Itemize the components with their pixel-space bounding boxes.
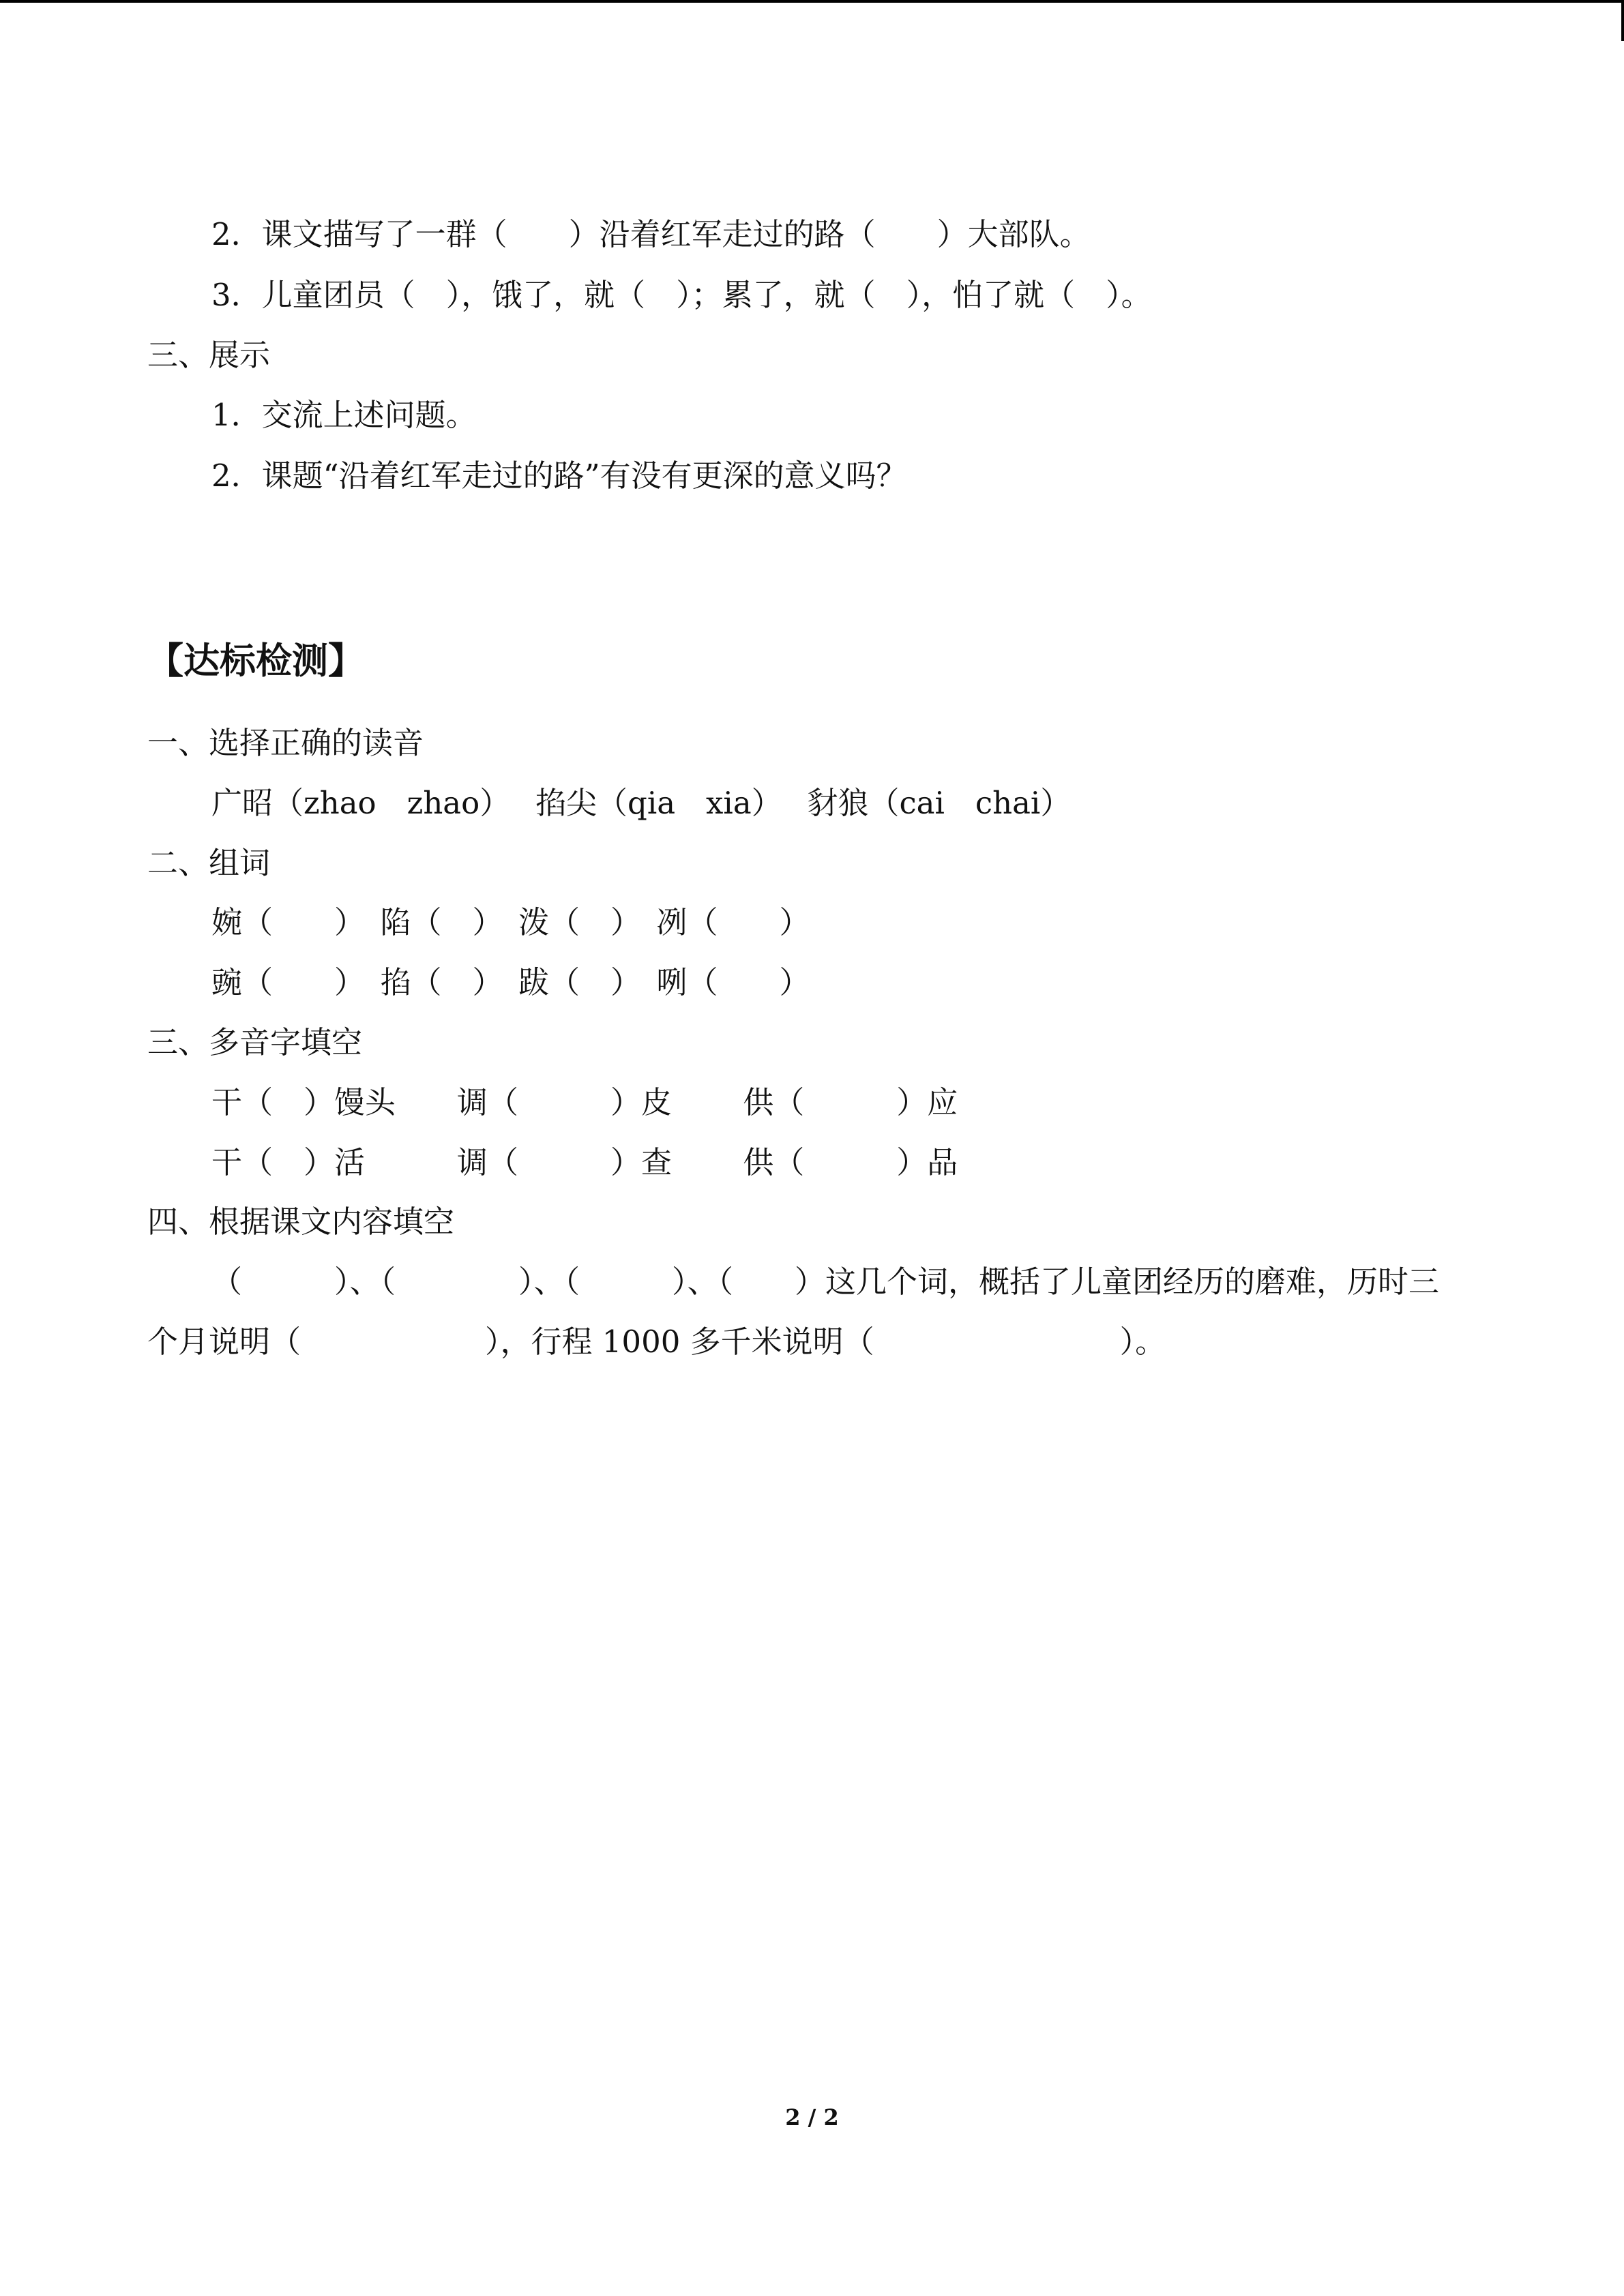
- test-part-2-row-1: 婉（ ） 陷（ ） 泼（ ） 冽（ ）: [211, 904, 810, 940]
- test-part-4-line-1: （ ）、（ ）、（ ）、（ ）这几个词，概括了儿童团经历的磨难，历时三: [211, 1264, 1440, 1300]
- test-part-4-title: 四、根据课文内容填空: [147, 1204, 455, 1240]
- question-3: 3．儿童团员（ ），饿了，就（ ）；累了，就（ ），怕了就（ ）。: [211, 277, 1152, 313]
- test-part-3-row-1: 干（ ）馒头 调（ ）皮 供（ ）应: [211, 1084, 958, 1120]
- test-part-3-row-2: 干（ ）活 调（ ）查 供（ ）品: [211, 1144, 958, 1180]
- assessment-heading: 【达标检测】: [147, 640, 364, 682]
- test-part-2-title: 二、组词: [147, 845, 271, 881]
- test-part-1-title: 一、选择正确的读音: [147, 725, 424, 761]
- test-part-2-row-2: 豌（ ） 掐（ ） 跋（ ） 咧（ ）: [211, 964, 810, 1000]
- section-3-item-2: 2．课题“沿着红军走过的路”有没有更深的意义吗？: [211, 458, 907, 494]
- question-2: 2．课文描写了一群（ ）沿着红军走过的路（ ）大部队。: [211, 216, 1091, 252]
- section-3-item-1: 1．交流上述问题。: [211, 397, 477, 433]
- test-part-1-items: 广昭（zhao zhao） 掐尖（qia xia） 豺狼（cai chai）: [211, 785, 1072, 821]
- page-right-border: [1621, 0, 1624, 41]
- test-part-3-title: 三、多音字填空: [147, 1024, 363, 1060]
- section-3-title: 三、展示: [147, 337, 271, 373]
- test-part-4-line-2: 个月说明（ ），行程 1000 多千米说明（ ）。: [147, 1324, 1166, 1360]
- page-top-border: [0, 0, 1624, 3]
- page-number: 2 / 2: [785, 2104, 839, 2130]
